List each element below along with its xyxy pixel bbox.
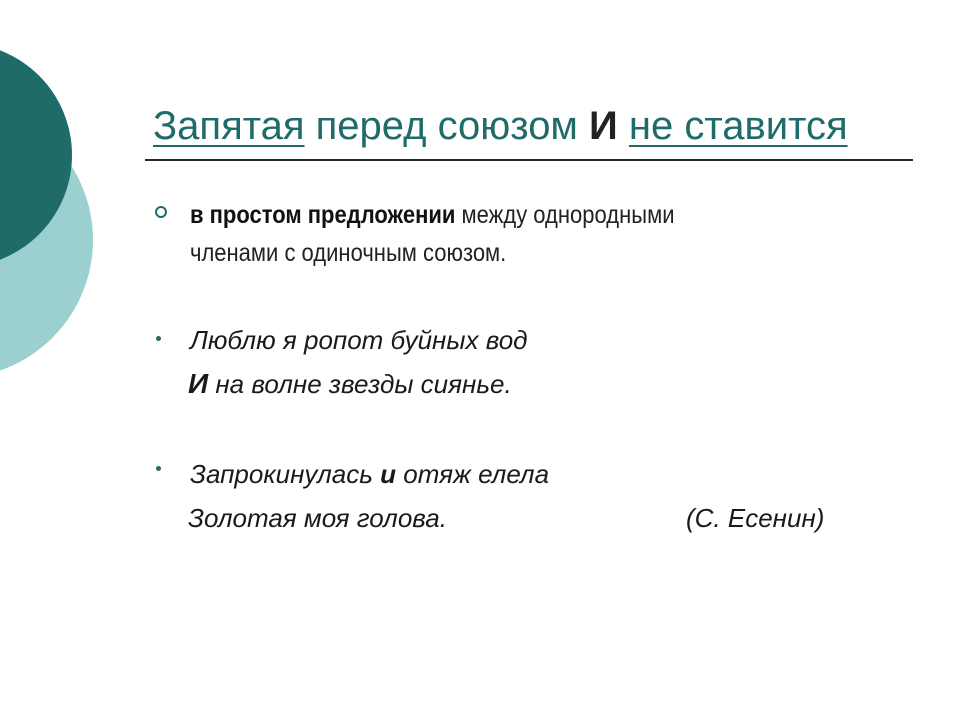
title-conjunction: И — [589, 104, 618, 148]
quote2-conjunction: и — [380, 459, 397, 489]
quote2-line1 — [190, 452, 549, 496]
quote2-line1-start: Запрокинулась — [190, 459, 381, 489]
rule-statement — [190, 196, 753, 272]
title-word-comma: Запятая — [153, 104, 305, 148]
rule-text: между однородными членами с одиночным союзом. — [190, 201, 675, 267]
quote1-line2 — [188, 362, 512, 406]
title-space — [618, 104, 629, 148]
quote2-line2: Золотая моя голова. — [188, 503, 447, 533]
dot-bullet-icon — [156, 336, 161, 341]
light-teal-circle — [0, 102, 93, 378]
dot-bullet-icon — [156, 466, 161, 471]
title-divider — [145, 159, 913, 161]
ring-bullet-icon — [155, 206, 167, 218]
rule-bold-text: в простом предложении — [190, 201, 456, 229]
quote1-line1: Люблю я ропот буйных вод — [190, 325, 528, 355]
quote1-conjunction: И — [188, 368, 209, 399]
title-text: перед союзом — [304, 104, 590, 148]
quote1-line2-text: на волне звезды сиянье. — [208, 369, 512, 399]
quote-author: (С. Есенин) — [686, 503, 825, 533]
quote2-line1-end: отяж елела — [396, 459, 550, 489]
dark-teal-circle — [0, 43, 72, 267]
title-not-placed: не ставится — [628, 104, 848, 148]
slide-title — [153, 96, 913, 156]
